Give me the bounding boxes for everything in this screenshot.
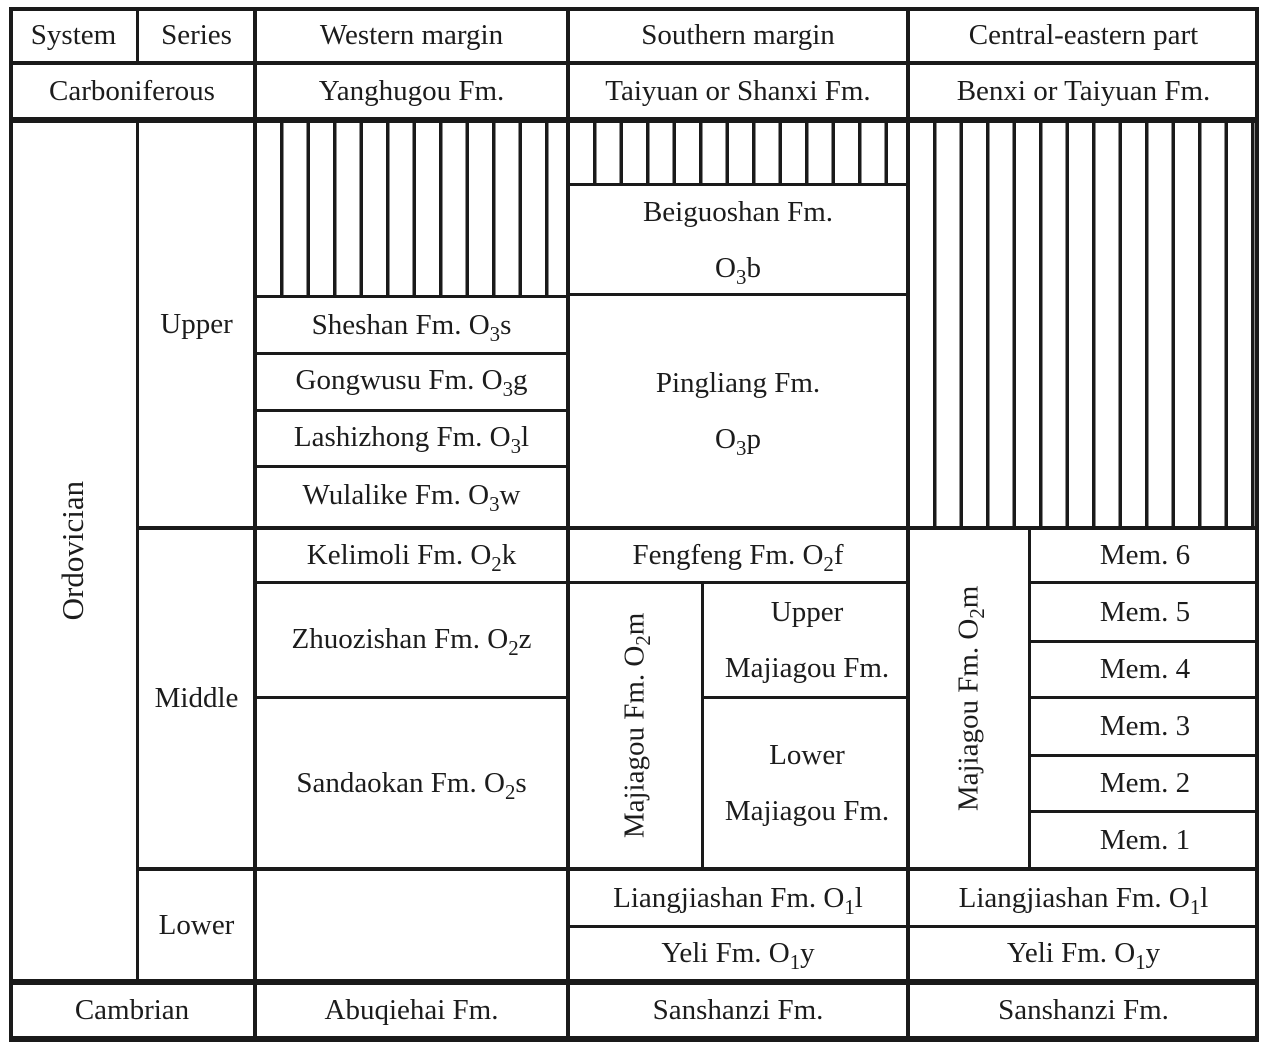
cell-mem-1: Mem. 1 xyxy=(1099,823,1191,856)
cell-pingliang-fm: Pingliang Fm. $O_3p$ xyxy=(655,367,821,460)
header-southern-margin: Southern margin xyxy=(641,18,835,51)
cell-sanshanzi-fm-southern: Sanshanzi Fm. xyxy=(652,994,824,1027)
cell-mem-2: Mem. 2 xyxy=(1099,767,1191,800)
table-border-bottom xyxy=(9,1036,1259,1042)
cell-benxi-or-taiyuan-fm: Benxi or Taiyuan Fm. xyxy=(956,74,1211,107)
hiatus-hatch-southern xyxy=(570,123,906,183)
header-series: Series xyxy=(161,18,232,51)
cell-mem-3: Mem. 3 xyxy=(1099,710,1191,743)
cell-upper-majiagou-fm: Upper Majiagou Fm. xyxy=(724,596,890,684)
hiatus-hatch-western xyxy=(257,123,566,295)
cell-lower-majiagou-fm: Lower Majiagou Fm. xyxy=(724,739,890,827)
cell-western-lower-empty xyxy=(255,871,568,979)
cell-yeli-fm-southern: Yeli Fm. $O_1y$ xyxy=(661,937,815,974)
cell-taiyuan-or-shanxi-fm: Taiyuan or Shanxi Fm. xyxy=(605,74,871,107)
cell-abuqiehai-fm: Abuqiehai Fm. xyxy=(324,994,499,1027)
cell-sanshanzi-fm-central: Sanshanzi Fm. xyxy=(998,994,1169,1027)
cell-wulalike-fm: Wulalike Fm. $O_3w$ xyxy=(302,479,521,516)
cell-fengfeng-fm: Fengfeng Fm. $O_2f$ xyxy=(632,539,844,576)
header-system: System xyxy=(30,18,117,51)
cell-mem-5: Mem. 5 xyxy=(1099,595,1191,628)
cell-cambrian: Cambrian xyxy=(74,994,190,1027)
cell-series-middle: Middle xyxy=(154,682,239,715)
cell-series-lower: Lower xyxy=(158,908,235,941)
cell-majiagou-fm-label-southern: Majiagou Fm. $O_2m$ xyxy=(618,612,655,839)
cell-mem-6: Mem. 6 xyxy=(1099,539,1191,572)
cell-kelimoli-fm: Kelimoli Fm. $O_2k$ xyxy=(306,539,517,576)
cell-series-upper: Upper xyxy=(160,308,233,341)
cell-liangjiashan-fm-southern: Liangjiashan Fm. $O_1l$ xyxy=(613,881,863,919)
cell-carboniferous: Carboniferous xyxy=(49,74,215,107)
cell-sandaokan-fm: Sandaokan Fm. $O_2s$ xyxy=(296,766,527,804)
cell-mem-4: Mem. 4 xyxy=(1099,653,1191,686)
cell-yanghugou-fm: Yanghugou Fm. xyxy=(318,74,505,107)
cell-yeli-fm-central: Yeli Fm. $O_1y$ xyxy=(1006,937,1161,974)
cell-beiguoshan-fm: Beiguoshan Fm. $O_3b$ xyxy=(642,195,834,289)
cell-ordovician: Ordovician xyxy=(54,481,90,621)
hiatus-hatch-central xyxy=(910,123,1259,526)
cell-liangjiashan-fm-central: Liangjiashan Fm. $O_1l$ xyxy=(958,881,1209,919)
header-western-margin: Western margin xyxy=(319,18,504,51)
header-central-eastern-part: Central-eastern part xyxy=(968,18,1199,51)
cell-zhuozishan-fm: Zhuozishan Fm. $O_2z$ xyxy=(291,623,532,660)
cell-sheshan-fm: Sheshan Fm. $O_3s$ xyxy=(311,308,512,346)
cell-gongwusu-fm: Gongwusu Fm. $O_3g$ xyxy=(295,364,528,401)
cell-lashizhong-fm: Lashizhong Fm. $O_3l$ xyxy=(293,420,530,458)
cell-majiagou-fm-label-central: Majiagou Fm. $O_2m$ xyxy=(952,585,990,812)
